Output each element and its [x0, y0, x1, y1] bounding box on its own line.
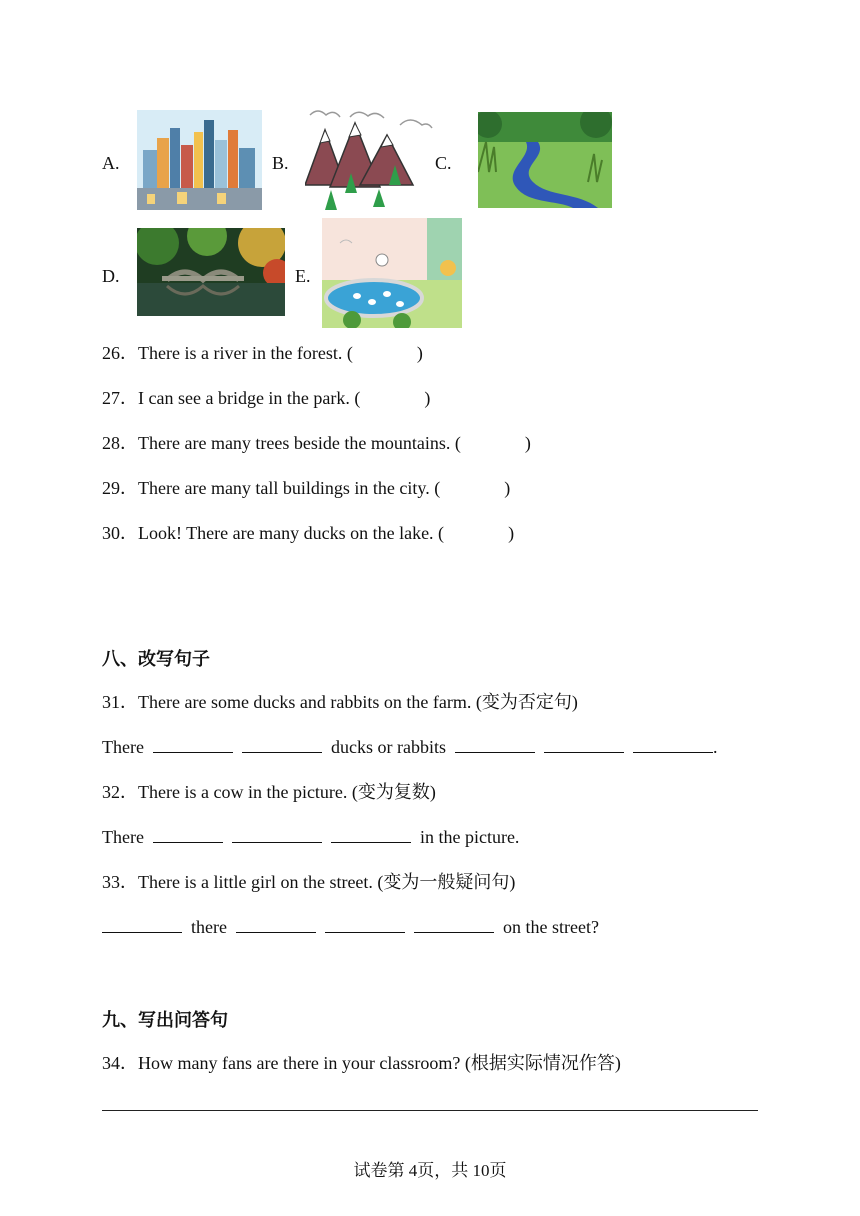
blank-field[interactable]	[633, 736, 713, 753]
blank-field[interactable]	[331, 826, 411, 843]
mountains-picture	[305, 105, 435, 213]
answer-word: ducks or rabbits	[330, 737, 446, 757]
question-text: There are some ducks and rabbits on the farm. (变为否定句)	[138, 692, 578, 712]
park-bridge-picture	[137, 228, 285, 316]
section-8-title: 八、改写句子	[102, 649, 210, 670]
page-footer: 试卷第 4页，共 10页	[353, 1161, 507, 1180]
answer-word: There	[102, 827, 144, 847]
blank-field[interactable]	[544, 736, 624, 753]
answer-32	[102, 826, 519, 848]
paren-close: )	[416, 343, 423, 363]
question-text: I can see a bridge in the park. (	[138, 388, 361, 408]
question-31	[102, 691, 578, 713]
question-number: 31．	[102, 692, 138, 712]
question-number: 30．	[102, 523, 138, 543]
blank-field[interactable]	[153, 736, 233, 753]
question-text: There is a river in the forest. (	[138, 343, 353, 363]
answer-word: There	[102, 737, 144, 757]
question-number: 27．	[102, 388, 138, 408]
question-text: There are many tall buildings in the city. (	[138, 478, 441, 498]
option-e-label: E.	[295, 266, 311, 286]
blank-field[interactable]	[102, 916, 182, 933]
city-skyline-picture	[137, 110, 262, 210]
paren-close: )	[508, 523, 515, 543]
question-30	[102, 522, 514, 544]
option-d-label: D.	[102, 266, 120, 286]
question-34	[102, 1052, 621, 1074]
duck-lake-picture	[322, 218, 462, 328]
question-text: There are many trees beside the mountains. (	[138, 433, 461, 453]
section-9-title: 九、写出问答句	[102, 1010, 228, 1031]
question-33	[102, 871, 515, 893]
question-text: There is a little girl on the street. (变为一般疑问句)	[138, 872, 516, 892]
answer-word: .	[712, 737, 718, 757]
question-29	[102, 477, 510, 499]
paren-close: )	[524, 433, 531, 453]
option-b-label: B.	[272, 153, 289, 173]
blank-field[interactable]	[232, 826, 322, 843]
question-text: There is a cow in the picture. (变为复数)	[138, 782, 436, 802]
question-27	[102, 387, 430, 409]
blank-field[interactable]	[325, 916, 405, 933]
question-number: 29．	[102, 478, 138, 498]
question-number: 28．	[102, 433, 138, 453]
question-28	[102, 432, 531, 454]
paren-close: )	[504, 478, 511, 498]
question-number: 34．	[102, 1053, 138, 1073]
answer-word: on the street?	[502, 917, 599, 937]
river-picture	[478, 112, 612, 208]
answer-line[interactable]	[102, 1110, 758, 1111]
blank-field[interactable]	[236, 916, 316, 933]
question-32	[102, 781, 436, 803]
answer-33	[102, 916, 599, 938]
answer-word: in the picture.	[419, 827, 520, 847]
question-text: Look! There are many ducks on the lake. (	[138, 523, 445, 543]
blank-field[interactable]	[153, 826, 223, 843]
question-number: 33．	[102, 872, 138, 892]
question-number: 32．	[102, 782, 138, 802]
question-26	[102, 342, 423, 364]
option-a-label: A.	[102, 153, 120, 173]
blank-field[interactable]	[242, 736, 322, 753]
blank-field[interactable]	[455, 736, 535, 753]
question-number: 26．	[102, 343, 138, 363]
question-text: How many fans are there in your classroom? (根据实际情况作答)	[138, 1053, 621, 1073]
option-c-label: C.	[435, 153, 452, 173]
answer-31	[102, 736, 717, 758]
blank-field[interactable]	[414, 916, 494, 933]
paren-close: )	[424, 388, 431, 408]
answer-word: there	[191, 917, 227, 937]
